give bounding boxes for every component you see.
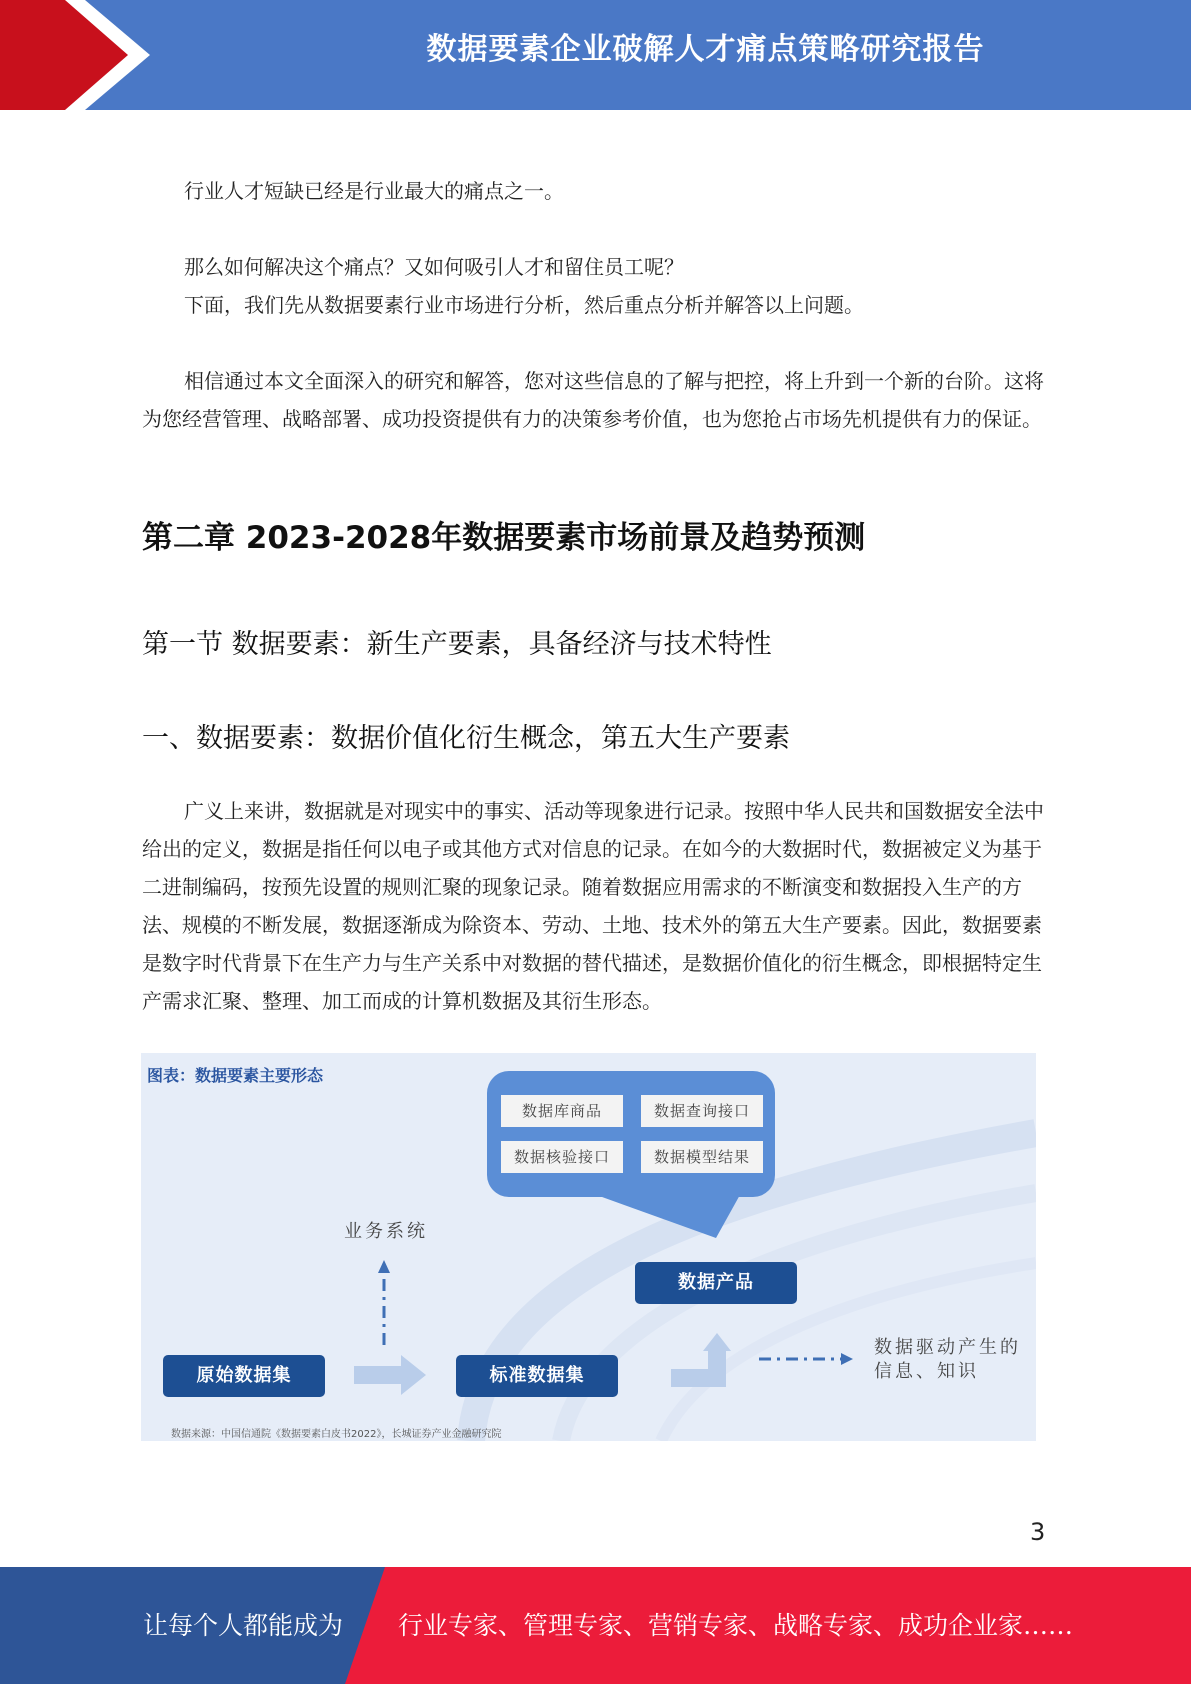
chip-data-verification-api: 数据核验接口 <box>501 1141 623 1173</box>
report-title: 数据要素企业破解人才痛点策略研究报告 <box>426 32 985 67</box>
chapter-heading: 第二章 2023-2028年数据要素市场前景及趋势预测 <box>142 520 866 556</box>
page-number: 3 <box>1030 1518 1046 1546</box>
output-label-line-1: 数据驱动产生的 <box>874 1337 1021 1358</box>
intro-paragraph-4: 相信通过本文全面深入的研究和解答，您对这些信息的了解与把控，将上升到一个新的台阶。这将为您经营管理、战略部署、成功投资提供有力的决策参考价值，也为您抢占市场先机提供有力的保证。 <box>142 369 1044 431</box>
figure-source-note: 数据来源：中国信通院《数据要素白皮书2022》，长城证券产业金融研究院 <box>171 1429 502 1440</box>
figure-title: 图表：数据要素主要形态 <box>147 1066 324 1085</box>
standard-dataset-box: 标准数据集 <box>456 1355 618 1397</box>
intro-paragraph-2: 那么如何解决这个痛点？又如何吸引人才和留住员工呢？ <box>184 255 684 279</box>
footer-slogan-right: 行业专家、管理专家、营销专家、战略专家、成功企业家…… <box>398 1611 1074 1640</box>
body-paragraph: 广义上来讲，数据就是对现实中的事实、活动等现象进行记录。按照中华人民共和国数据安全法中给出的定义，数据是指任何以电子或其他方式对信息的记录。在如今的大数据时代，数据被定义为基于二进制编码，按预先设置的规则汇聚的现象记录。随着数据应用需求的不断演变和数据投入生产的方法、规模的不断发展，数据逐渐成为除资本、劳动、土地、技术外的第五大生产要素。因此，数据要素是数字时代背景下在生产力与生产关系中对数据的替代描述，是数据价值化的衍生概念，即根据特定生产需求汇聚、整理、加工而成的计算机数据及其衍生形态。 <box>142 799 1044 1013</box>
business-system-label: 业务系统 <box>344 1221 428 1242</box>
page-header <box>0 0 1191 110</box>
raw-dataset-box: 原始数据集 <box>163 1355 325 1397</box>
page-footer <box>0 1567 1191 1684</box>
data-product-forms-bubble <box>487 1071 775 1197</box>
section-heading: 第一节 数据要素：新生产要素，具备经济与技术特性 <box>142 629 772 660</box>
subsection-heading: 一、数据要素：数据价值化衍生概念，第五大生产要素 <box>142 723 790 754</box>
data-product-box: 数据产品 <box>635 1262 797 1304</box>
output-label-line-2: 信息、知识 <box>874 1361 979 1382</box>
chip-database-goods: 数据库商品 <box>501 1095 623 1127</box>
intro-paragraph-3: 下面，我们先从数据要素行业市场进行分析，然后重点分析并解答以上问题。 <box>184 293 864 317</box>
intro-paragraph-1: 行业人才短缺已经是行业最大的痛点之一。 <box>184 179 564 203</box>
header-chevron-decoration <box>0 0 160 110</box>
figure-data-element-forms <box>141 1053 1036 1441</box>
footer-slogan-left: 让每个人都能成为 <box>143 1611 344 1640</box>
chip-data-model-results: 数据模型结果 <box>641 1141 763 1173</box>
chip-data-query-api: 数据查询接口 <box>641 1095 763 1127</box>
